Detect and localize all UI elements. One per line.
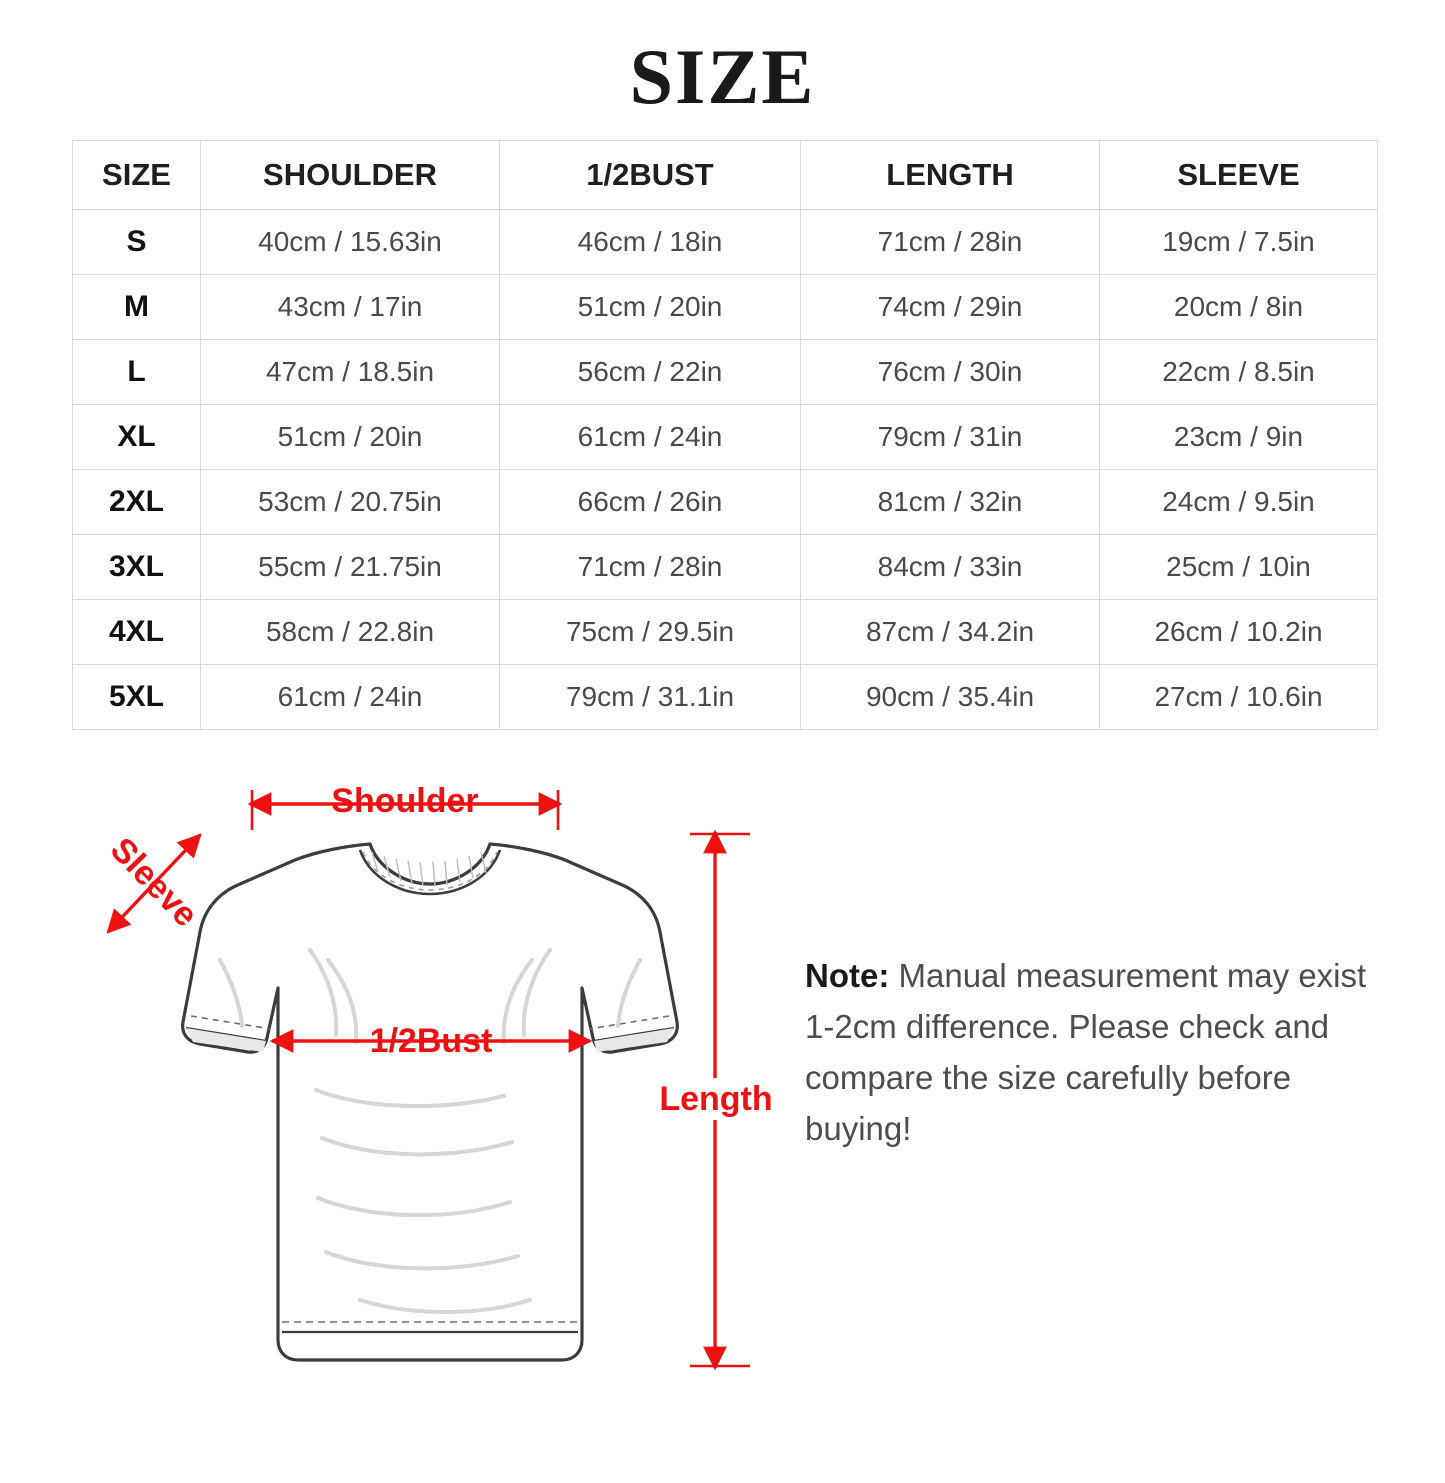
note-body: Manual measurement may exist 1-2cm difference. Please check and compare the size carefully before buying! [805, 957, 1367, 1148]
note-prefix: Note: [805, 957, 890, 994]
cell-bust: 46cm / 18in [500, 210, 801, 275]
note-text [805, 950, 1395, 1155]
cell-size: S [73, 210, 201, 275]
cell-shoulder: 47cm / 18.5in [201, 340, 500, 405]
cell-sleeve: 22cm / 8.5in [1100, 340, 1378, 405]
table-row [73, 405, 1378, 470]
size-table-container [72, 140, 1373, 730]
cell-shoulder: 61cm / 24in [201, 665, 500, 730]
label-shoulder: Shoulder [331, 782, 479, 820]
cell-shoulder: 55cm / 21.75in [201, 535, 500, 600]
cell-bust: 79cm / 31.1in [500, 665, 801, 730]
tshirt-diagram [60, 760, 800, 1420]
table-row [73, 600, 1378, 665]
table-header-size: SIZE [73, 141, 201, 210]
cell-sleeve: 26cm / 10.2in [1100, 600, 1378, 665]
cell-shoulder: 53cm / 20.75in [201, 470, 500, 535]
cell-size: 5XL [73, 665, 201, 730]
cell-length: 79cm / 31in [801, 405, 1100, 470]
cell-sleeve: 27cm / 10.6in [1100, 665, 1378, 730]
measurement-diagram-section [0, 760, 1445, 1420]
cell-size: 3XL [73, 535, 201, 600]
table-header-length: LENGTH [801, 141, 1100, 210]
table-header-row [73, 141, 1378, 210]
label-sleeve: Sleeve [102, 830, 206, 935]
table-row [73, 275, 1378, 340]
cell-bust: 75cm / 29.5in [500, 600, 801, 665]
cell-sleeve: 20cm / 8in [1100, 275, 1378, 340]
size-chart-table [72, 140, 1378, 730]
cell-size: XL [73, 405, 201, 470]
cell-sleeve: 24cm / 9.5in [1100, 470, 1378, 535]
cell-bust: 71cm / 28in [500, 535, 801, 600]
table-row [73, 470, 1378, 535]
table-row [73, 535, 1378, 600]
table-row [73, 665, 1378, 730]
cell-bust: 61cm / 24in [500, 405, 801, 470]
table-header-shoulder: SHOULDER [201, 141, 500, 210]
cell-shoulder: 58cm / 22.8in [201, 600, 500, 665]
cell-sleeve: 25cm / 10in [1100, 535, 1378, 600]
table-row [73, 340, 1378, 405]
table-row [73, 210, 1378, 275]
cell-shoulder: 40cm / 15.63in [201, 210, 500, 275]
label-length-text: Length [659, 1080, 773, 1118]
cell-length: 81cm / 32in [801, 470, 1100, 535]
cell-length: 74cm / 29in [801, 275, 1100, 340]
cell-size: 4XL [73, 600, 201, 665]
cell-length: 76cm / 30in [801, 340, 1100, 405]
cell-sleeve: 23cm / 9in [1100, 405, 1378, 470]
cell-length: 87cm / 34.2in [801, 600, 1100, 665]
cell-size: M [73, 275, 201, 340]
cell-bust: 66cm / 26in [500, 470, 801, 535]
cell-bust: 56cm / 22in [500, 340, 801, 405]
cell-sleeve: 19cm / 7.5in [1100, 210, 1378, 275]
tshirt-outline [183, 844, 678, 1360]
cell-length: 90cm / 35.4in [801, 665, 1100, 730]
table-header-sleeve: SLEEVE [1100, 141, 1378, 210]
cell-size: L [73, 340, 201, 405]
cell-size: 2XL [73, 470, 201, 535]
cell-length: 71cm / 28in [801, 210, 1100, 275]
label-bust: 1/2Bust [369, 1022, 493, 1060]
table-header-bust: 1/2BUST [500, 141, 801, 210]
cell-bust: 51cm / 20in [500, 275, 801, 340]
cell-shoulder: 51cm / 20in [201, 405, 500, 470]
page-title: SIZE [629, 33, 816, 120]
cell-length: 84cm / 33in [801, 535, 1100, 600]
cell-shoulder: 43cm / 17in [201, 275, 500, 340]
